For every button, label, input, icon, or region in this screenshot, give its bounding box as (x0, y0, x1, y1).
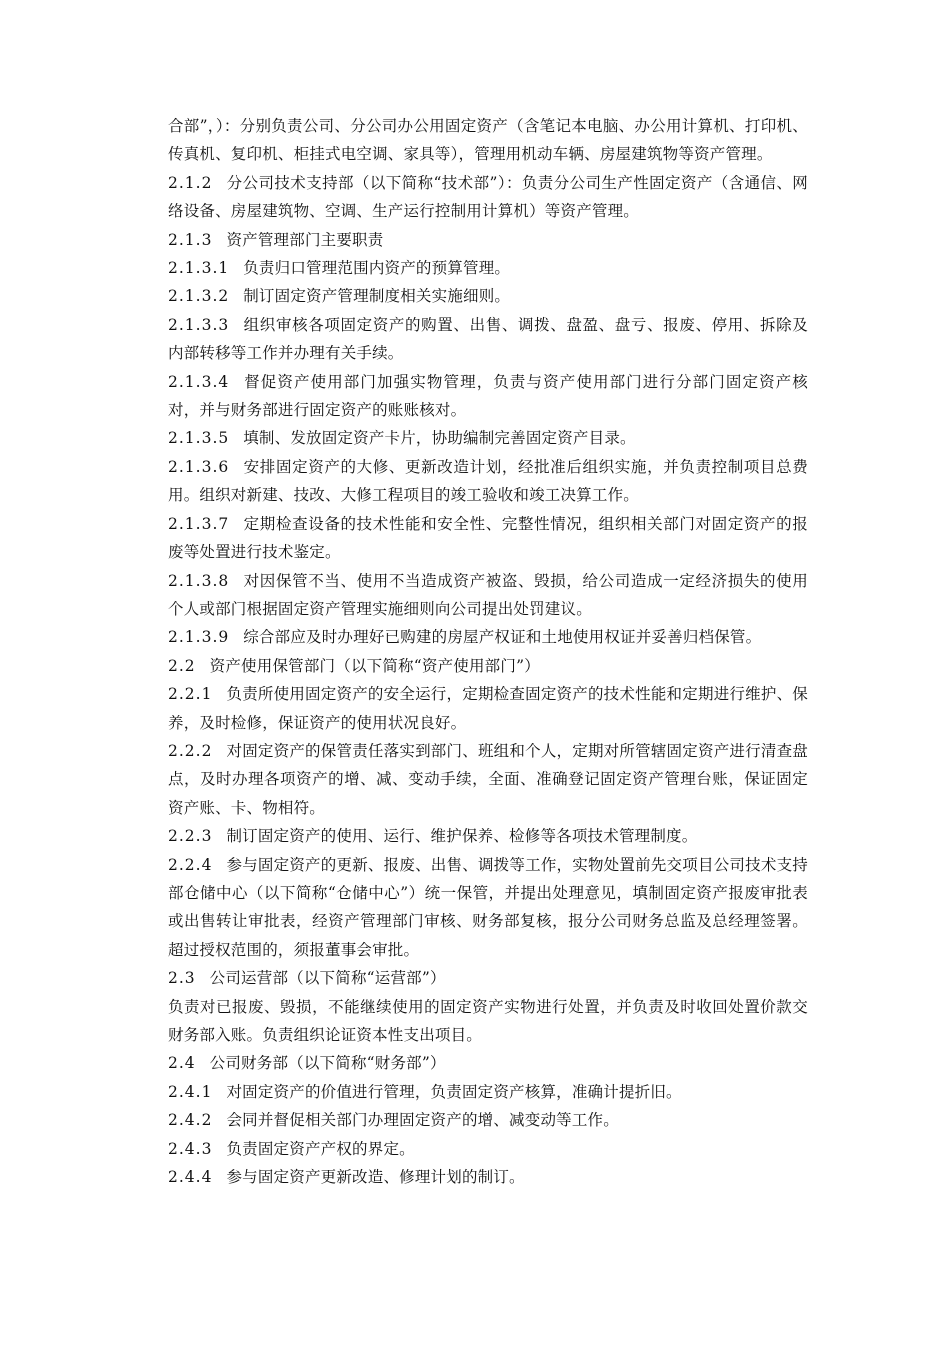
paragraph-text: 负责所使用固定资产的安全运行，定期检查固定资产的技术性能和定期进行维护、保养，及时检修，保证资产的使用状况良好。 (168, 685, 808, 732)
heading-2-1-3 (168, 226, 808, 254)
paragraph-text: 对因保管不当、使用不当造成资产被盗、毁损，给公司造成一定经济损失的使用个人或部门根据固定资产管理实施细则向公司提出处罚建议。 (168, 571, 808, 618)
paragraph-text: 负责固定资产产权的界定。 (226, 1139, 415, 1158)
paragraph-2-4-4 (168, 1163, 808, 1191)
paragraph-2-1-3-2 (168, 282, 808, 310)
section-number: 2.2.1 (168, 685, 213, 704)
paragraph-text: 督促资产使用部门加强实物管理，负责与资产使用部门进行分部门固定资产核对，并与财务部进行固定资产的账账核对。 (168, 372, 808, 420)
paragraph (168, 993, 808, 1050)
paragraph-text: 安排固定资产的大修、更新改造计划，经批准后组织实施，并负责控制项目总费用。组织对新建、技改、大修工程项目的竣工验收和竣工决算工作。 (168, 457, 808, 505)
section-number: 2.4.3 (168, 1139, 213, 1158)
paragraph-2-2-1 (168, 680, 808, 737)
section-number: 2.1.3.3 (168, 315, 230, 334)
heading-text: 资产使用保管部门（以下简称“资产使用部门”） (209, 656, 540, 675)
paragraph-2-1-3-3 (168, 311, 808, 368)
paragraph-2-1-3-4 (168, 368, 808, 425)
section-number: 2.2 (168, 656, 196, 675)
section-number: 2.2.3 (168, 827, 213, 846)
paragraph-text: 制订固定资产管理制度相关实施细则。 (243, 287, 511, 306)
section-number: 2.1.3.9 (168, 628, 230, 647)
paragraph-text: 会同并督促相关部门办理固定资产的增、减变动等工作。 (226, 1111, 619, 1130)
section-number: 2.1.2 (168, 173, 213, 192)
paragraph-text: 合部”，）：分别负责公司、分公司办公用固定资产（含笔记本电脑、办公用计算机、打印机、传真机、复印机、柜挂式电空调、家具等），管理用机动车辆、房屋建筑物等资产管理。 (168, 117, 808, 164)
section-number: 2.1.3.1 (168, 259, 230, 278)
heading-2-2 (168, 652, 808, 680)
paragraph-2-4-3 (168, 1135, 808, 1163)
paragraph-text: 综合部应及时办理好已购建的房屋产权证和土地使用权证并妥善归档保管。 (243, 628, 762, 647)
paragraph-2-2-3 (168, 822, 808, 850)
paragraph-2-1-3-7 (168, 510, 808, 567)
paragraph-text: 对固定资产的价值进行管理，负责固定资产核算，准确计提折旧。 (226, 1082, 682, 1101)
paragraph-text: 参与固定资产的更新、报废、出售、调拨等工作，实物处置前先交项目公司技术支持部仓储中心（以下简称“仓储中心”）统一保管，并提出处理意见，填制固定资产报废审批表或出售转让审批表，经资产管理部门审核、财务部复核，报分公司财务总监及总经理签署。超过授权范围的，须报董事会审批。 (168, 855, 808, 959)
paragraph-text: 参与固定资产更新改造、修理计划的制订。 (226, 1168, 525, 1187)
paragraph-2-1-3-9 (168, 623, 808, 651)
paragraph-2-4-1 (168, 1078, 808, 1106)
section-number: 2.4.1 (168, 1082, 213, 1101)
section-number: 2.4.4 (168, 1168, 213, 1187)
section-number: 2.1.3.8 (168, 571, 230, 590)
paragraph-2-1-3-6 (168, 453, 808, 510)
paragraph-2-1-3-1 (168, 254, 808, 282)
paragraph-text: 负责对已报废、毁损，不能继续使用的固定资产实物进行处置，并负责及时收回处置价款交财务部入账。负责组织论证资本性支出项目。 (168, 997, 808, 1044)
paragraph-2-4-2 (168, 1106, 808, 1134)
paragraph-text: 填制、发放固定资产卡片，协助编制完善固定资产目录。 (243, 429, 636, 448)
section-number: 2.1.3.6 (168, 457, 230, 476)
paragraph-2-1-2 (168, 169, 808, 226)
paragraph-2-2-4 (168, 851, 808, 965)
heading-2-3 (168, 964, 808, 992)
heading-text: 资产管理部门主要职责 (226, 230, 384, 249)
section-number: 2.1.3.2 (168, 287, 230, 306)
section-number: 2.2.4 (168, 855, 213, 874)
paragraph-text: 制订固定资产的使用、运行、维护保养、检修等各项技术管理制度。 (226, 827, 698, 846)
paragraph-2-1-3-5 (168, 424, 808, 452)
paragraph-text: 分公司技术支持部（以下简称“技术部”）：负责分公司生产性固定资产（含通信、网络设备、房屋建筑物、空调、生产运行控制用计算机）等资产管理。 (168, 173, 808, 221)
paragraph-2-2-2 (168, 737, 808, 822)
paragraph-text: 定期检查设备的技术性能和安全性、完整性情况，组织相关部门对固定资产的报废等处置进行技术鉴定。 (168, 514, 808, 562)
section-number: 2.4 (168, 1054, 196, 1073)
section-number: 2.3 (168, 969, 196, 988)
section-number: 2.2.2 (168, 741, 213, 760)
heading-text: 公司运营部（以下简称“运营部”） (209, 969, 446, 988)
document-page (168, 112, 808, 1191)
paragraph-text: 组织审核各项固定资产的购置、出售、调拨、盘盈、盘亏、报废、停用、拆除及内部转移等工作并办理有关手续。 (168, 315, 808, 363)
paragraph (168, 112, 808, 169)
paragraph-text: 对固定资产的保管责任落实到部门、班组和个人，定期对所管辖固定资产进行清查盘点，及时办理各项资产的增、减、变动手续，全面、准确登记固定资产管理台账，保证固定资产账、卡、物相符。 (168, 741, 808, 817)
paragraph-2-1-3-8 (168, 567, 808, 624)
section-number: 2.1.3.5 (168, 429, 230, 448)
section-number: 2.1.3.4 (168, 372, 230, 391)
paragraph-text: 负责归口管理范围内资产的预算管理。 (243, 259, 511, 278)
heading-text: 公司财务部（以下简称“财务部”） (209, 1054, 446, 1073)
section-number: 2.1.3 (168, 230, 213, 249)
section-number: 2.4.2 (168, 1111, 213, 1130)
section-number: 2.1.3.7 (168, 514, 230, 533)
heading-2-4 (168, 1049, 808, 1077)
